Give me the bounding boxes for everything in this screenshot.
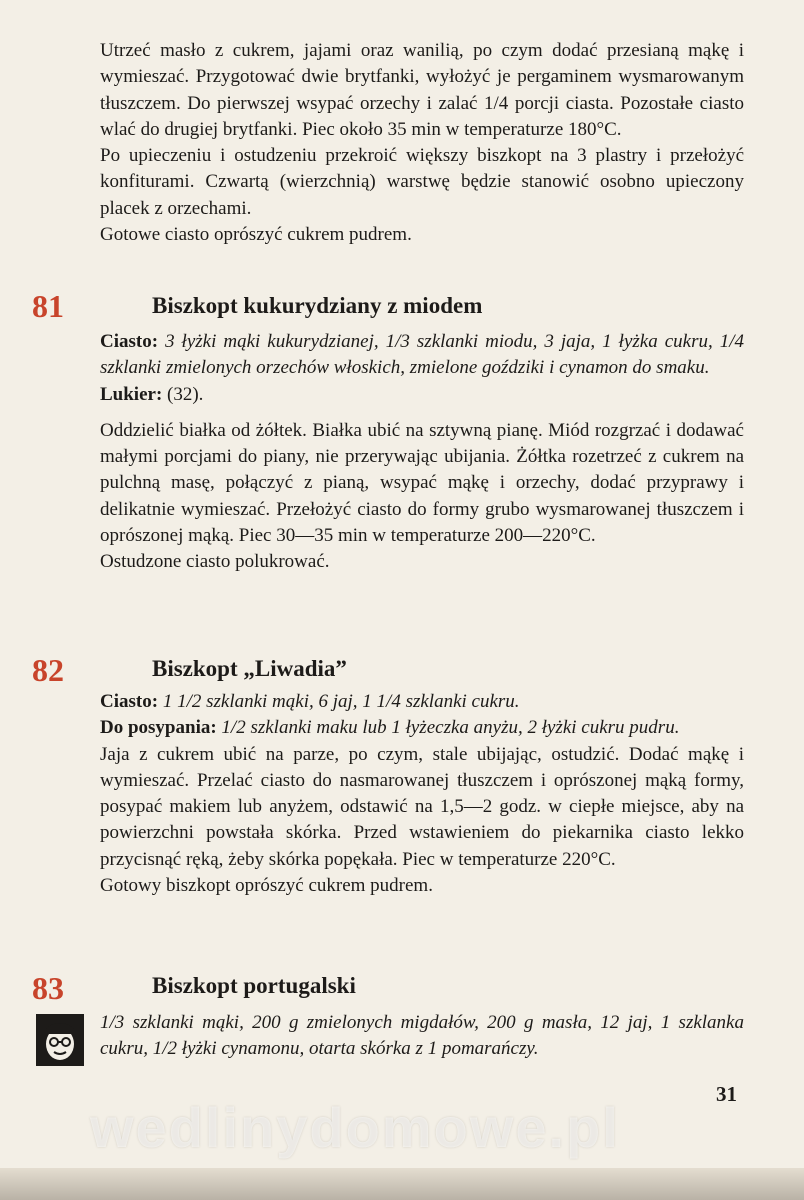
- ciasto-label: Ciasto:: [100, 691, 159, 712]
- recipe-82-body: [100, 689, 744, 899]
- ciasto-label: Ciasto:: [100, 331, 159, 352]
- intro-paragraph-2: Po upieczeniu i ostudzeniu przekroić większy biszkopt na 3 plastry i przełożyć konfiturami. Czwartą (wierzchnią) warstwę będzie stanowić osobno upieczony placek z orzechami.: [100, 145, 744, 219]
- intro-paragraph-1: Utrzeć masło z cukrem, jajami oraz wanilią, po czym dodać przesianą mąkę i wymieszać. Przygotować dwie brytfanki, wyłożyć je pergaminem wysmarowanym tłuszczem. Do pierwszej wsypać orzechy i zalać 1/4 porcji ciasta. Pozostałe ciasto wlać do drugiej brytfanki. Piec około 35 min w temperaturze 180°C.: [100, 40, 744, 140]
- posypanie-label: Do posypania:: [100, 717, 217, 739]
- recipe-title-82: Biszkopt „Liwadia”: [152, 656, 347, 681]
- recipe-82-topping: [100, 715, 744, 741]
- recipe-number-82: 82: [32, 652, 64, 688]
- recipe-82-ingredients: [100, 689, 744, 715]
- page-edge: [0, 1168, 804, 1200]
- recipe-number-81: 81: [32, 288, 64, 324]
- recipe-81-final: Ostudzone ciasto polukrować.: [100, 551, 330, 573]
- ciasto-ingredients: 3 łyżki mąki kukurydzianej, 1/3 szklanki miodu, 3 jaja, 1 łyżka cukru, 1/4 szklanki zmielonych orzechów włoskich, zmielone goździki i cynamon do smaku.: [100, 331, 744, 379]
- recipe-83-ingredients: 1/3 szklanki mąki, 200 g zmielonych migdałów, 200 g masła, 12 jaj, 1 szklanka cukru, 1/2 łyżki cynamonu, otarta skórka z 1 pomarańczy.: [100, 1012, 744, 1060]
- lukier-label: Lukier:: [100, 383, 163, 405]
- posypanie-ingredients: 1/2 szklanki maku lub 1 łyżeczka anyżu, 2 łyżki cukru pudru.: [221, 717, 680, 739]
- lukier-ref: (32).: [167, 383, 204, 405]
- intro-paragraph-3: Gotowe ciasto oprószyć cukrem pudrem.: [100, 224, 412, 246]
- recipe-title-83: Biszkopt portugalski: [152, 973, 356, 998]
- watermark: wedlinydomowe.pl: [90, 1096, 620, 1159]
- recipe-82-final: Gotowy biszkopt oprószyć cukrem pudrem.: [100, 875, 433, 897]
- recipe-81-body: [100, 329, 744, 576]
- recipe-number-83: 83: [32, 970, 64, 1006]
- recipe-81-method: Oddzielić białka od żółtek. Białka ubić na sztywną pianę. Miód rozgrzać i dodawać małymi porcjami do piany, nie przerywając ubijania. Żółtka rozetrzeć z cukrem na pulchną masę, połączyć z pianą, wsypać mąkę i orzechy, dodać przyprawy i delikatnie wymieszać. Przełożyć ciasto do formy grubo wysmarowanej tłuszczem i oprószonej mąką. Piec 30—35 min w temperaturze 200—220°C.: [100, 419, 744, 547]
- intro-text: [100, 38, 744, 248]
- chef-face-icon: [36, 1014, 84, 1066]
- recipe-title-81: Biszkopt kukurydziany z miodem: [152, 293, 483, 318]
- recipe-83-body: [100, 1010, 744, 1063]
- recipe-81-lukier: [100, 382, 744, 408]
- page-number: 31: [716, 1082, 737, 1106]
- ciasto-ingredients: 1 1/2 szklanki mąki, 6 jaj, 1 1/4 szklanki cukru.: [162, 691, 520, 712]
- recipe-82-method: Jaja z cukrem ubić na parze, po czym, stale ubijając, ostudzić. Dodać mąkę i wymieszać. Przelać ciasto do nasmarowanej tłuszczem i oprószonej mąką formy, posypać makiem lub anyżem, odstawić na 1,5—2 godz. w ciepłe miejsce, aby na powierzchni powstała skórka. Przed wstawieniem do piekarnika ciasto lekko przycisnąć ręką, żeby skórka popękała. Piec w temperaturze 220°C.: [100, 743, 744, 870]
- recipe-81-ingredients: [100, 329, 744, 382]
